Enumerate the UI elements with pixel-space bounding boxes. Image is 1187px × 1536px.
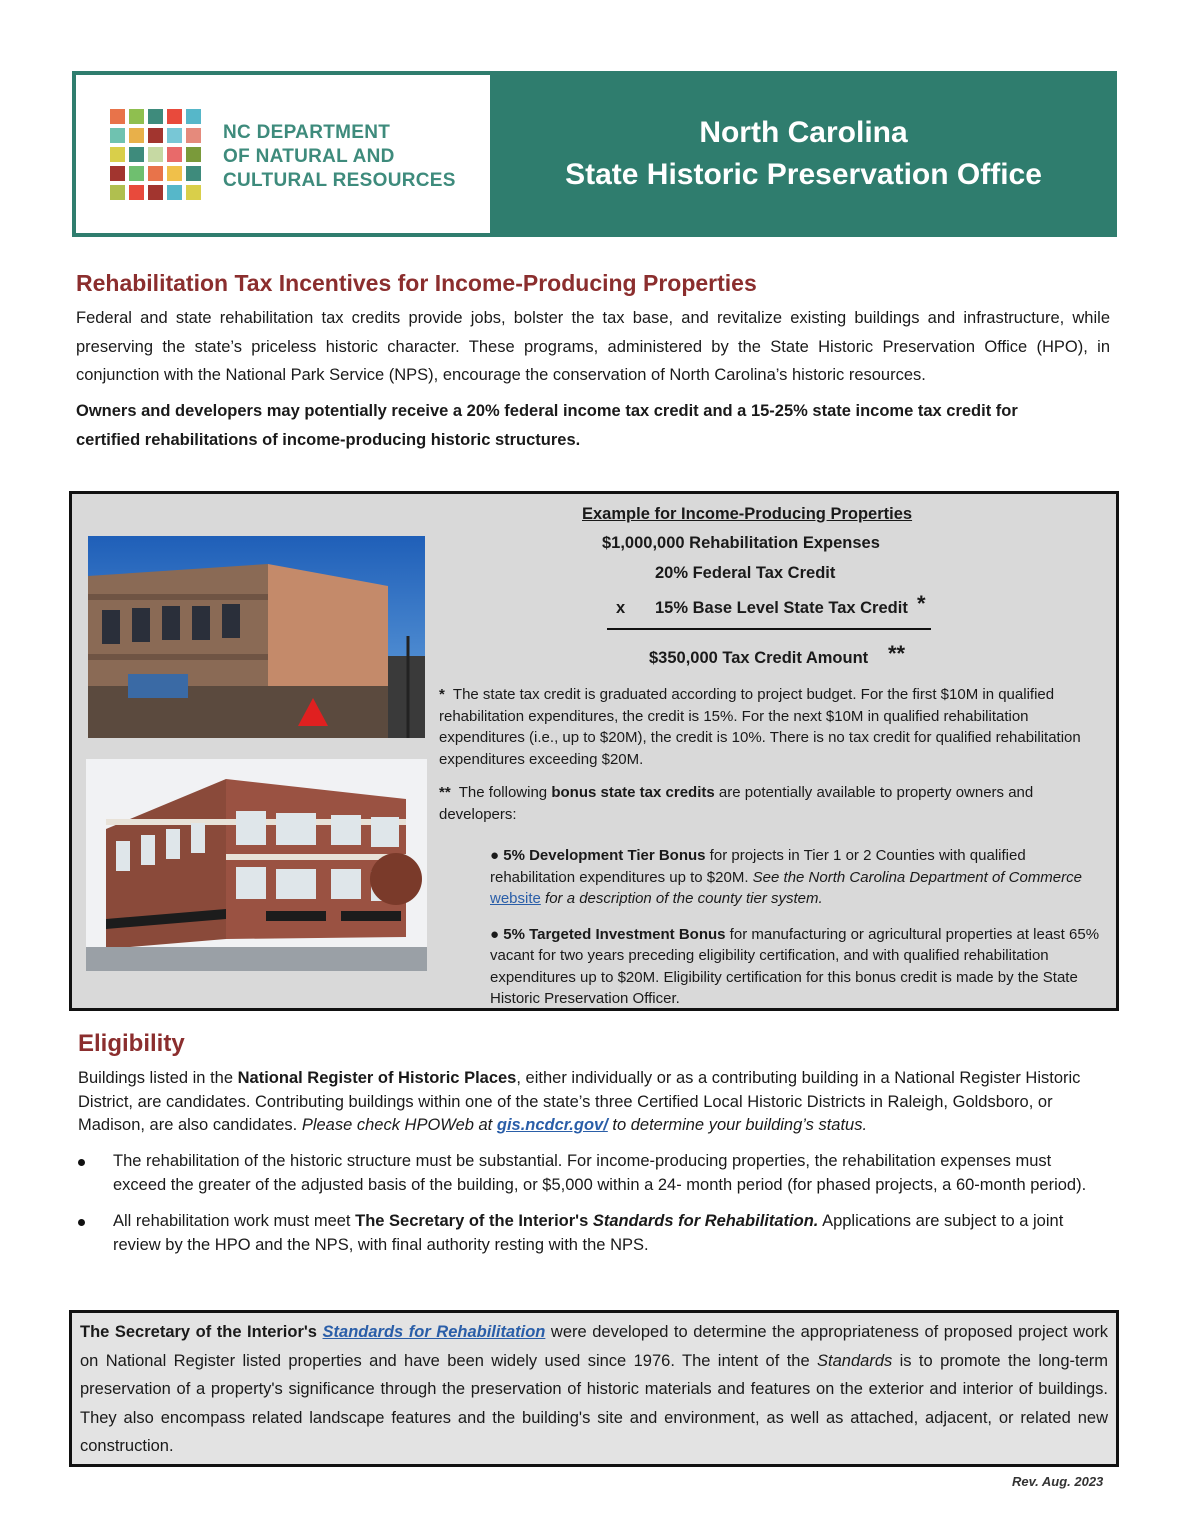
logo-tile xyxy=(148,109,163,124)
note-marker: ** xyxy=(439,784,451,801)
bullet-icon xyxy=(78,1159,85,1166)
targeted-investment-bonus: ● 5% Targeted Investment Bonus for manufacturing or agricultural properties at least 65% vacant for two years preceding eligibility certification, and with qualified rehabilitation expenditures up to $20M. Eligibility certification for this bonus credit is made by the State Historic Preservation Officer. xyxy=(490,925,1100,1007)
note-text: The state tax credit is graduated according to project budget. For the first $10M in qualified rehabilitation expenditures, the credit is 15%. For the next $10M in qualified rehabilitation expenditures (i.e., up to $20M), the credit is 10%. There is no tax credit for qualified rehabilitation expenditures exceeding $20M. xyxy=(439,686,1081,768)
title-panel xyxy=(494,75,1113,233)
example-expenses: $1,000,000 Rehabilitation Expenses xyxy=(602,534,880,552)
example-title: Example for Income-Producing Properties xyxy=(582,505,913,523)
building-after-photo xyxy=(86,759,427,971)
example-total: $350,000 Tax Credit Amount xyxy=(649,649,869,667)
standards-box: The Secretary of the Interior's Standards for Rehabilitation were developed to determine the appropriateness of proposed project work on National Register listed properties and have been widely used since 1976. The intent of the Standards is to promote the long-term preservation of a property's significance through the preservation of historic materials and features on the exterior and interior of buildings. They also encompass related landscape features and the building's site and environment, as well as attached, adjacent, or related new construction. xyxy=(69,1310,1119,1467)
logo-tile xyxy=(129,128,144,143)
logo-tile xyxy=(186,166,201,181)
logo-tile xyxy=(129,147,144,162)
logo-tile xyxy=(167,166,182,181)
logo-tile xyxy=(148,128,163,143)
intro-paragraph: Federal and state rehabilitation tax credits provide jobs, bolster the tax base, and revitalize existing buildings and infrastructure, while preserving the state’s priceless historic character. These programs, administered by the State Historic Preservation Office (HPO), in conjunction with the National Park Service (NPS), encourage the conservation of North Carolina’s historic resources. xyxy=(76,309,1110,384)
logo-tile xyxy=(110,109,125,124)
logo-tile xyxy=(186,128,201,143)
logo-tile xyxy=(129,109,144,124)
state-credit-note xyxy=(439,684,1109,770)
title-line-2: State Historic Preservation Office xyxy=(565,158,1042,191)
example-federal-credit: 20% Federal Tax Credit xyxy=(655,564,836,582)
department-name-line: OF NATURAL AND xyxy=(223,146,395,167)
commerce-website-link[interactable]: website xyxy=(490,890,541,907)
logo-tile xyxy=(186,147,201,162)
bullet-icon xyxy=(78,1219,85,1226)
eligibility-heading: Eligibility xyxy=(78,1030,185,1057)
list-item: All rehabilitation work must meet The Secretary of the Interior's Standards for Rehabilitation. Applications are subject to a joint review by the HPO and the NPS, with final authority resting with the NPS. xyxy=(78,1210,1108,1257)
building-before-photo xyxy=(88,536,425,738)
logo-tile xyxy=(148,147,163,162)
page-header xyxy=(72,71,1117,237)
logo-tile xyxy=(129,166,144,181)
standards-link[interactable]: Standards for Rehabilitation xyxy=(322,1323,546,1341)
list-item: The rehabilitation of the historic structure must be substantial. For income-producing properties, the rehabilitation expenses must exceed the greater of the adjusted basis of the building, or $5,000 within a 24- month period (for phased projects, a 60-month period). xyxy=(78,1150,1108,1197)
logo-tile xyxy=(110,147,125,162)
example-box xyxy=(69,491,1119,1011)
logo-tile xyxy=(148,166,163,181)
eligibility-paragraph: Buildings listed in the National Register of Historic Places, either individually or as a contributing building in a National Register Historic District, are candidates. Contributing buildings within one of the state’s three Certified Local Historic Districts in Raleigh, Goldsboro, or Madison, are also candidates. Please check HPOWeb at gis.ncdcr.gov/ to determine your building’s status. xyxy=(78,1069,1081,1134)
title-line-1: North Carolina xyxy=(699,116,908,149)
note-marker: * xyxy=(439,686,445,703)
eligibility-requirements-list xyxy=(78,1150,1108,1270)
intro-bold-statement: Owners and developers may potentially receive a 20% federal income tax credit and a 15-25% state income tax credit for certified rehabilitations of income-producing historic structures. xyxy=(76,402,1018,449)
state-credit-asterisk: * xyxy=(917,591,926,616)
logo-tile xyxy=(148,185,163,200)
ncdncr-logo-mosaic xyxy=(110,109,205,204)
example-notes xyxy=(439,684,1109,1022)
logo-tile xyxy=(167,185,182,200)
department-name xyxy=(223,121,456,193)
sum-divider-line xyxy=(607,628,931,630)
logo-tile xyxy=(110,185,125,200)
logo-tile xyxy=(110,166,125,181)
bonus-credit-note: ** The following bonus state tax credits are potentially available to property owners and developers: xyxy=(439,784,1034,823)
logo-tile xyxy=(167,109,182,124)
multiply-sign: x xyxy=(616,599,626,617)
hpoweb-link[interactable]: gis.ncdcr.gov/ xyxy=(496,1116,608,1134)
logo-tile xyxy=(186,185,201,200)
logo-tile xyxy=(186,109,201,124)
revision-date: Rev. Aug. 2023 xyxy=(1012,1474,1104,1489)
logo-tile xyxy=(110,128,125,143)
logo-tile xyxy=(167,128,182,143)
logo-tile xyxy=(129,185,144,200)
logo-panel xyxy=(76,75,494,233)
development-tier-bonus: ● 5% Development Tier Bonus for projects in Tier 1 or 2 Counties with qualified rehabilitation expenditures up to $20M. See the North Carolina Department of Commerce website for a description of the county tier system. xyxy=(490,847,1082,907)
intro-heading: Rehabilitation Tax Incentives for Income-Producing Properties xyxy=(76,270,757,296)
total-double-asterisk: ** xyxy=(888,641,906,666)
example-state-credit: 15% Base Level State Tax Credit xyxy=(655,599,908,617)
department-name-line: NC DEPARTMENT xyxy=(223,122,391,143)
logo-tile xyxy=(167,147,182,162)
department-name-line: CULTURAL RESOURCES xyxy=(223,170,456,191)
